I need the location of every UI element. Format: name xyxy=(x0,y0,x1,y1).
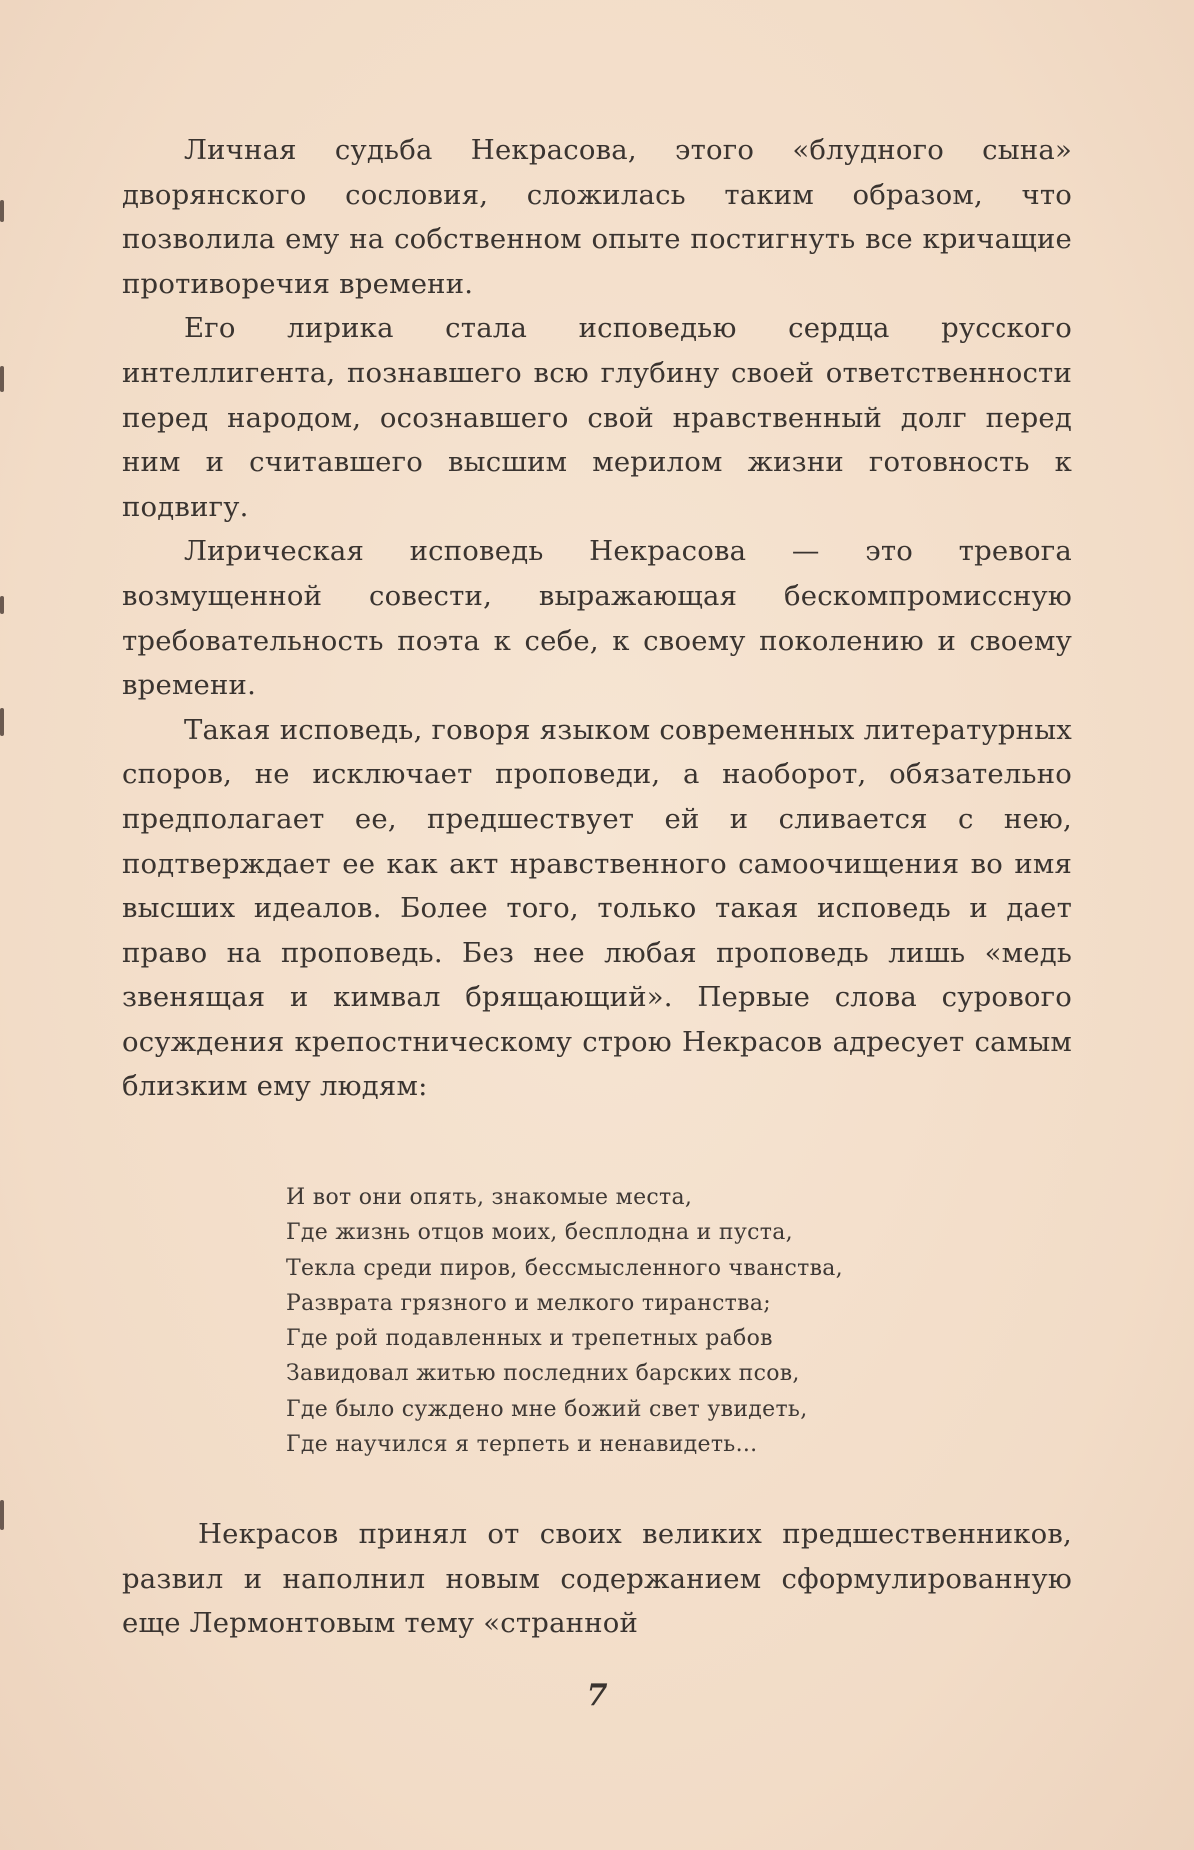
poem-line: Где научился я терпеть и ненавидеть... xyxy=(286,1432,758,1458)
page-number: 7 xyxy=(586,1678,608,1713)
page-edge-mark xyxy=(0,200,4,222)
closing-text xyxy=(122,1512,1072,1646)
poem-line: Текла среди пиров, бессмысленного чванства, xyxy=(286,1255,843,1281)
page-edge-mark xyxy=(0,366,4,392)
page-edge-mark xyxy=(0,596,4,614)
paragraph: Его лирика стала исповедью сердца русского интеллигента, познавшего всю глубину своей ответственности перед народом, осознавшего свой нравственный долг перед ним и считавшего высшим мерилом жизни готовность к подвигу. xyxy=(122,312,1072,523)
poem-line: Завидовал житью последних барских псов, xyxy=(286,1361,800,1387)
poem-line: Где рой подавленных и трепетных рабов xyxy=(286,1326,773,1352)
paragraph: Личная судьба Некрасова, этого «блудного сына» дворянского сословия, сложилась таким образом, что позволила ему на собственном опыте постигнуть все кричащие противоречия времени. xyxy=(122,134,1072,300)
page-edge-mark xyxy=(0,1500,4,1530)
page-edge-mark xyxy=(0,708,4,736)
poem-line: И вот они опять, знакомые места, xyxy=(286,1185,693,1210)
poem-line: Разврата грязного и мелкого тиранства; xyxy=(286,1290,771,1316)
paragraph: Некрасов принял от своих великих предшественников, развил и наполнил новым содержанием сформулированную еще Лермонтовым тему «странной xyxy=(122,1518,1072,1640)
poem-line: Где было суждено мне божий свет увидеть, xyxy=(286,1396,808,1422)
poem-line: Где жизнь отцов моих, бесплодна и пуста, xyxy=(286,1220,793,1246)
paragraph: Такая исповедь, говоря языком современных литературных споров, не исключает проповеди, а наоборот, обязательно предполагает ее, предшествует ей и сливается с нею, подтверждает ее как акт нравственного самоочищения во имя высших идеалов. Более того, только такая исповедь и дает право на проповедь. Без нее любая проповедь лишь «медь звенящая и кимвал брящающий». Первые слова сурового осуждения крепостническому строю Некрасов адресует самым близким ему людям: xyxy=(122,713,1072,1103)
paragraph: Лирическая исповедь Некрасова — это тревога возмущенной совести, выражающая бескомпромиссную требовательность поэта к себе, к своему поколению и своему времени. xyxy=(122,535,1072,702)
poem-quote xyxy=(286,1180,1046,1462)
body-text xyxy=(122,128,1072,1109)
